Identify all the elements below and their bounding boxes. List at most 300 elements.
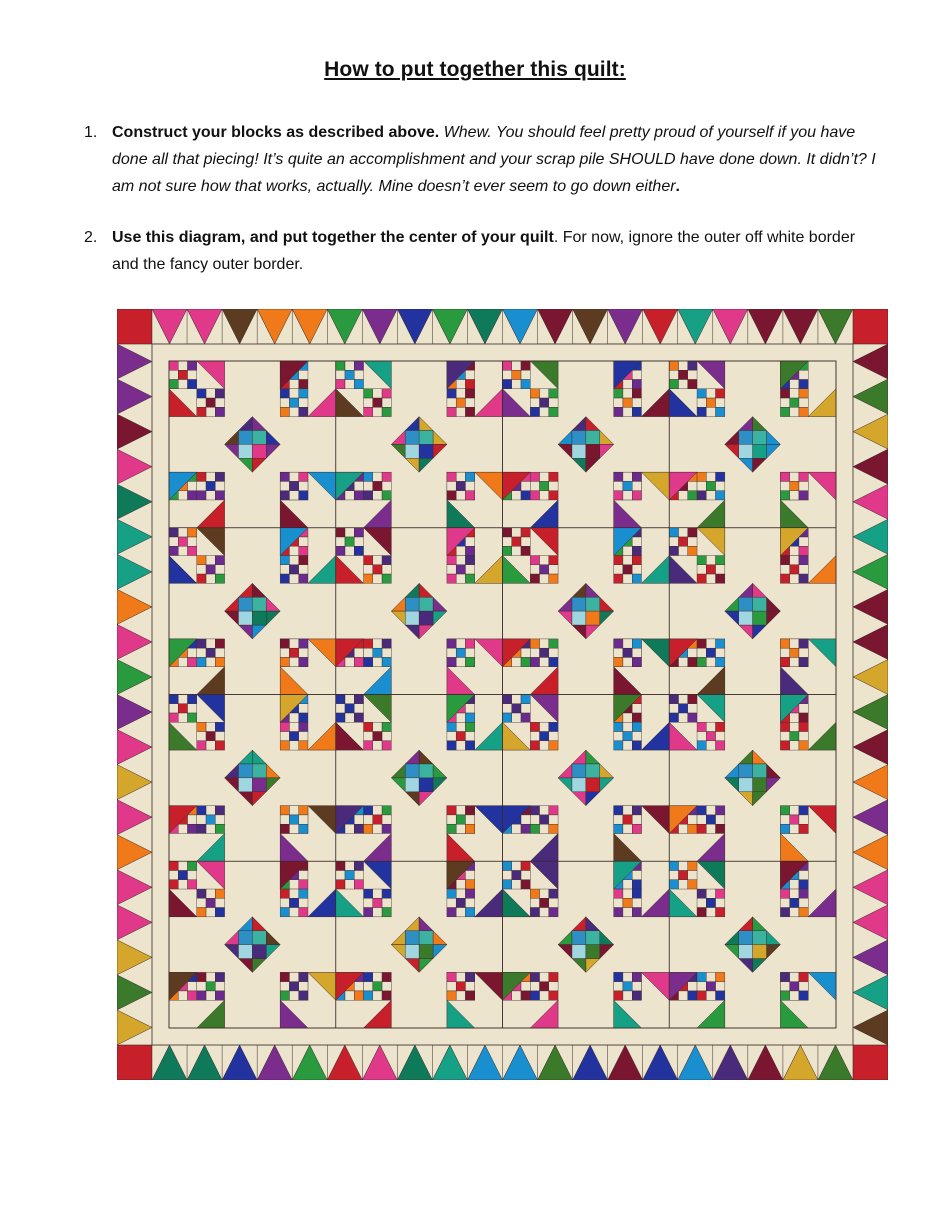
nine-patch-square [188, 880, 197, 889]
nine-patch-square [465, 648, 474, 657]
nine-patch-square [521, 824, 530, 833]
nine-patch-square [614, 491, 623, 500]
nine-patch-square [280, 972, 289, 981]
nine-patch-square [299, 407, 308, 416]
nine-patch-square [188, 370, 197, 379]
nine-patch-square [623, 472, 632, 481]
nine-patch-square [215, 972, 224, 981]
nine-patch-square [354, 815, 363, 824]
nine-patch-square [382, 889, 391, 898]
nine-patch-square [354, 537, 363, 546]
nine-patch-square [188, 380, 197, 389]
star-center-square [405, 597, 419, 611]
nine-patch-square [669, 861, 678, 870]
nine-patch-square [299, 991, 308, 1000]
nine-patch-square [280, 648, 289, 657]
nine-patch-square [540, 407, 549, 416]
nine-patch-square [632, 806, 641, 815]
nine-patch-square [780, 741, 789, 750]
nine-patch-square [503, 528, 512, 537]
nine-patch-square [206, 741, 215, 750]
nine-patch-square [215, 908, 224, 917]
nine-patch-square [716, 556, 725, 565]
nine-patch-square [780, 389, 789, 398]
nine-patch-square [623, 982, 632, 991]
nine-patch-square [799, 991, 808, 1000]
nine-patch-square [289, 889, 298, 898]
step-text [112, 224, 884, 278]
nine-patch-square [447, 398, 456, 407]
nine-patch-square [780, 991, 789, 1000]
nine-patch-square [530, 657, 539, 666]
nine-patch-square [197, 398, 206, 407]
nine-patch-square [669, 546, 678, 555]
nine-patch-square [178, 546, 187, 555]
nine-patch-square [790, 481, 799, 490]
nine-patch-square [336, 528, 345, 537]
nine-patch-square [530, 574, 539, 583]
nine-patch-square [354, 546, 363, 555]
nine-patch-square [512, 824, 521, 833]
nine-patch-square [697, 657, 706, 666]
nine-patch-square [549, 741, 558, 750]
nine-patch-square [512, 880, 521, 889]
nine-patch-square [447, 491, 456, 500]
nine-patch-square [716, 639, 725, 648]
nine-patch-square [178, 528, 187, 537]
nine-patch-square [373, 722, 382, 731]
nine-patch-square [280, 815, 289, 824]
nine-patch-square [382, 991, 391, 1000]
nine-patch-square [716, 648, 725, 657]
nine-patch-square [354, 871, 363, 880]
nine-patch-square [280, 824, 289, 833]
star-center-square [252, 945, 266, 959]
nine-patch-square [697, 991, 706, 1000]
nine-patch-square [289, 880, 298, 889]
nine-patch-square [669, 528, 678, 537]
star-center-square [586, 597, 600, 611]
nine-patch-square [289, 491, 298, 500]
nine-patch-square [178, 991, 187, 1000]
nine-patch-square [299, 713, 308, 722]
nine-patch-square [706, 824, 715, 833]
nine-patch-square [697, 407, 706, 416]
nine-patch-square [790, 398, 799, 407]
nine-patch-square [178, 824, 187, 833]
nine-patch-square [465, 556, 474, 565]
nine-patch-square [373, 648, 382, 657]
star-center-square [405, 931, 419, 945]
nine-patch-square [364, 481, 373, 490]
nine-patch-square [632, 704, 641, 713]
nine-patch-square [299, 648, 308, 657]
nine-patch-square [289, 389, 298, 398]
nine-patch-square [364, 824, 373, 833]
nine-patch-square [447, 639, 456, 648]
nine-patch-square [799, 704, 808, 713]
nine-patch-square [549, 648, 558, 657]
nine-patch-square [503, 871, 512, 880]
nine-patch-square [345, 380, 354, 389]
nine-patch-square [364, 898, 373, 907]
nine-patch-square [632, 380, 641, 389]
nine-patch-square [512, 871, 521, 880]
nine-patch-square [197, 732, 206, 741]
nine-patch-square [364, 732, 373, 741]
nine-patch-square [716, 565, 725, 574]
nine-patch-square [669, 695, 678, 704]
nine-patch-square [549, 398, 558, 407]
nine-patch-square [697, 972, 706, 981]
nine-patch-square [280, 574, 289, 583]
nine-patch-square [614, 481, 623, 490]
nine-patch-square [447, 732, 456, 741]
nine-patch-square [697, 491, 706, 500]
nine-patch-square [623, 398, 632, 407]
nine-patch-square [206, 972, 215, 981]
nine-patch-square [215, 824, 224, 833]
nine-patch-square [790, 648, 799, 657]
nine-patch-square [799, 815, 808, 824]
nine-patch-square [549, 732, 558, 741]
nine-patch-square [345, 861, 354, 870]
nine-patch-square [456, 732, 465, 741]
nine-patch-square [215, 398, 224, 407]
nine-patch-square [289, 556, 298, 565]
nine-patch-square [697, 815, 706, 824]
nine-patch-square [540, 648, 549, 657]
nine-patch-square [716, 472, 725, 481]
nine-patch-square [289, 824, 298, 833]
nine-patch-square [540, 565, 549, 574]
nine-patch-square [530, 722, 539, 731]
nine-patch-square [456, 972, 465, 981]
page-title: How to put together this quilt: [324, 58, 626, 81]
nine-patch-square [299, 370, 308, 379]
nine-patch-square [299, 815, 308, 824]
nine-patch-square [188, 528, 197, 537]
nine-patch-square [614, 389, 623, 398]
nine-patch-square [456, 639, 465, 648]
nine-patch-square [512, 861, 521, 870]
nine-patch-square [169, 871, 178, 880]
nine-patch-square [456, 741, 465, 750]
star-center-square [586, 764, 600, 778]
nine-patch-square [289, 815, 298, 824]
nine-patch-square [465, 713, 474, 722]
nine-patch-square [632, 972, 641, 981]
nine-patch-square [382, 741, 391, 750]
nine-patch-square [169, 380, 178, 389]
nine-patch-square [799, 537, 808, 546]
star-center-square [739, 778, 753, 792]
nine-patch-square [197, 565, 206, 574]
nine-patch-square [373, 481, 382, 490]
nine-patch-square [465, 370, 474, 379]
nine-patch-square [632, 880, 641, 889]
nine-patch-square [188, 824, 197, 833]
nine-patch-square [688, 982, 697, 991]
star-center-square [739, 597, 753, 611]
nine-patch-square [799, 389, 808, 398]
step-1 [84, 119, 884, 200]
nine-patch-square [206, 991, 215, 1000]
star-center-square [753, 931, 767, 945]
star-center-square [753, 430, 767, 444]
nine-patch-square [716, 741, 725, 750]
step-heading: Construct your blocks as described above. [112, 124, 440, 141]
nine-patch-square [614, 889, 623, 898]
nine-patch-square [299, 880, 308, 889]
nine-patch-square [679, 546, 688, 555]
nine-patch-square [540, 389, 549, 398]
nine-patch-square [382, 824, 391, 833]
star-center-square [739, 931, 753, 945]
nine-patch-square [382, 472, 391, 481]
star-center-square [739, 945, 753, 959]
nine-patch-square [206, 982, 215, 991]
star-center-square [405, 430, 419, 444]
nine-patch-square [540, 639, 549, 648]
nine-patch-square [530, 806, 539, 815]
nine-patch-square [530, 491, 539, 500]
nine-patch-square [540, 824, 549, 833]
nine-patch-square [512, 546, 521, 555]
nine-patch-square [669, 370, 678, 379]
nine-patch-square [447, 722, 456, 731]
nine-patch-square [623, 546, 632, 555]
nine-patch-square [614, 991, 623, 1000]
nine-patch-square [289, 407, 298, 416]
nine-patch-square [679, 880, 688, 889]
nine-patch-square [688, 528, 697, 537]
star-center-square [586, 611, 600, 625]
nine-patch-square [632, 546, 641, 555]
nine-patch-square [364, 389, 373, 398]
nine-patch-square [799, 871, 808, 880]
step-2 [84, 224, 884, 278]
nine-patch-square [679, 713, 688, 722]
nine-patch-square [716, 722, 725, 731]
nine-patch-square [521, 546, 530, 555]
nine-patch-square [549, 657, 558, 666]
nine-patch-square [280, 908, 289, 917]
nine-patch-square [299, 824, 308, 833]
nine-patch-square [345, 657, 354, 666]
nine-patch-square [799, 722, 808, 731]
nine-patch-square [521, 704, 530, 713]
nine-patch-square [197, 722, 206, 731]
nine-patch-square [716, 815, 725, 824]
nine-patch-square [780, 824, 789, 833]
nine-patch-square [780, 639, 789, 648]
nine-patch-square [280, 491, 289, 500]
nine-patch-square [197, 639, 206, 648]
nine-patch-square [623, 972, 632, 981]
nine-patch-square [790, 898, 799, 907]
nine-patch-square [614, 648, 623, 657]
nine-patch-square [354, 991, 363, 1000]
border-corner-square [117, 309, 152, 344]
nine-patch-square [614, 574, 623, 583]
nine-patch-square [197, 657, 206, 666]
nine-patch-square [354, 861, 363, 870]
nine-patch-square [780, 815, 789, 824]
nine-patch-square [790, 982, 799, 991]
nine-patch-square [697, 741, 706, 750]
nine-patch-square [354, 648, 363, 657]
nine-patch-square [364, 806, 373, 815]
nine-patch-square [382, 639, 391, 648]
nine-patch-square [197, 898, 206, 907]
nine-patch-square [549, 556, 558, 565]
nine-patch-square [215, 389, 224, 398]
nine-patch-square [540, 908, 549, 917]
nine-patch-square [549, 815, 558, 824]
nine-patch-square [632, 815, 641, 824]
nine-patch-square [632, 713, 641, 722]
nine-patch-square [169, 528, 178, 537]
star-center-square [753, 597, 767, 611]
nine-patch-square [790, 639, 799, 648]
nine-patch-square [706, 972, 715, 981]
nine-patch-square [354, 695, 363, 704]
nine-patch-square [530, 889, 539, 898]
nine-patch-square [632, 370, 641, 379]
nine-patch-square [197, 824, 206, 833]
star-center-square [572, 945, 586, 959]
nine-patch-square [790, 972, 799, 981]
nine-patch-square [465, 722, 474, 731]
nine-patch-square [688, 824, 697, 833]
nine-patch-square [697, 556, 706, 565]
nine-patch-square [790, 908, 799, 917]
nine-patch-square [280, 741, 289, 750]
star-center-square [586, 430, 600, 444]
nine-patch-square [382, 389, 391, 398]
nine-patch-square [289, 898, 298, 907]
nine-patch-square [623, 565, 632, 574]
nine-patch-square [697, 824, 706, 833]
star-center-square [238, 764, 252, 778]
nine-patch-square [530, 472, 539, 481]
nine-patch-square [716, 481, 725, 490]
nine-patch-square [299, 556, 308, 565]
nine-patch-square [790, 389, 799, 398]
nine-patch-square [206, 657, 215, 666]
nine-patch-square [299, 898, 308, 907]
nine-patch-square [632, 741, 641, 750]
nine-patch-square [447, 982, 456, 991]
nine-patch-square [354, 824, 363, 833]
nine-patch-square [688, 491, 697, 500]
star-center-square [753, 764, 767, 778]
nine-patch-square [373, 972, 382, 981]
nine-patch-square [614, 657, 623, 666]
nine-patch-square [530, 398, 539, 407]
nine-patch-square [197, 491, 206, 500]
nine-patch-square [706, 398, 715, 407]
nine-patch-square [688, 815, 697, 824]
nine-patch-square [521, 695, 530, 704]
nine-patch-square [780, 556, 789, 565]
nine-patch-square [530, 982, 539, 991]
nine-patch-square [512, 657, 521, 666]
nine-patch-square [299, 657, 308, 666]
star-center-square [572, 778, 586, 792]
star-center-square [419, 597, 433, 611]
nine-patch-square [299, 481, 308, 490]
nine-patch-square [447, 908, 456, 917]
nine-patch-square [799, 380, 808, 389]
nine-patch-square [206, 722, 215, 731]
nine-patch-square [456, 574, 465, 583]
nine-patch-square [790, 565, 799, 574]
nine-patch-square [215, 491, 224, 500]
nine-patch-square [799, 713, 808, 722]
nine-patch-square [623, 806, 632, 815]
nine-patch-square [354, 380, 363, 389]
nine-patch-square [354, 657, 363, 666]
nine-patch-square [799, 565, 808, 574]
nine-patch-square [679, 871, 688, 880]
nine-patch-square [465, 741, 474, 750]
nine-patch-square [521, 370, 530, 379]
nine-patch-square [299, 972, 308, 981]
nine-patch-square [614, 982, 623, 991]
nine-patch-square [540, 991, 549, 1000]
star-center-square [572, 597, 586, 611]
nine-patch-square [697, 648, 706, 657]
nine-patch-square [632, 982, 641, 991]
nine-patch-square [345, 704, 354, 713]
nine-patch-square [632, 908, 641, 917]
nine-patch-square [549, 722, 558, 731]
nine-patch-square [447, 991, 456, 1000]
nine-patch-square [623, 407, 632, 416]
star-center-square [419, 430, 433, 444]
nine-patch-square [799, 546, 808, 555]
star-center-square [252, 611, 266, 625]
star-center-square [586, 945, 600, 959]
nine-patch-square [632, 398, 641, 407]
nine-patch-square [364, 472, 373, 481]
star-center-square [586, 778, 600, 792]
nine-patch-square [215, 556, 224, 565]
nine-patch-square [382, 565, 391, 574]
nine-patch-square [530, 815, 539, 824]
nine-patch-square [716, 908, 725, 917]
nine-patch-square [790, 722, 799, 731]
nine-patch-square [456, 407, 465, 416]
nine-patch-square [188, 481, 197, 490]
nine-patch-square [549, 472, 558, 481]
nine-patch-square [706, 639, 715, 648]
nine-patch-square [289, 741, 298, 750]
nine-patch-square [614, 639, 623, 648]
nine-patch-square [382, 491, 391, 500]
star-center-square [419, 778, 433, 792]
star-center-square [739, 444, 753, 458]
nine-patch-square [178, 491, 187, 500]
nine-patch-square [447, 481, 456, 490]
nine-patch-square [289, 546, 298, 555]
step-heading: Use this diagram, and put together the center of your quilt [112, 229, 554, 246]
nine-patch-square [373, 389, 382, 398]
star-center-square [753, 778, 767, 792]
nine-patch-square [382, 806, 391, 815]
